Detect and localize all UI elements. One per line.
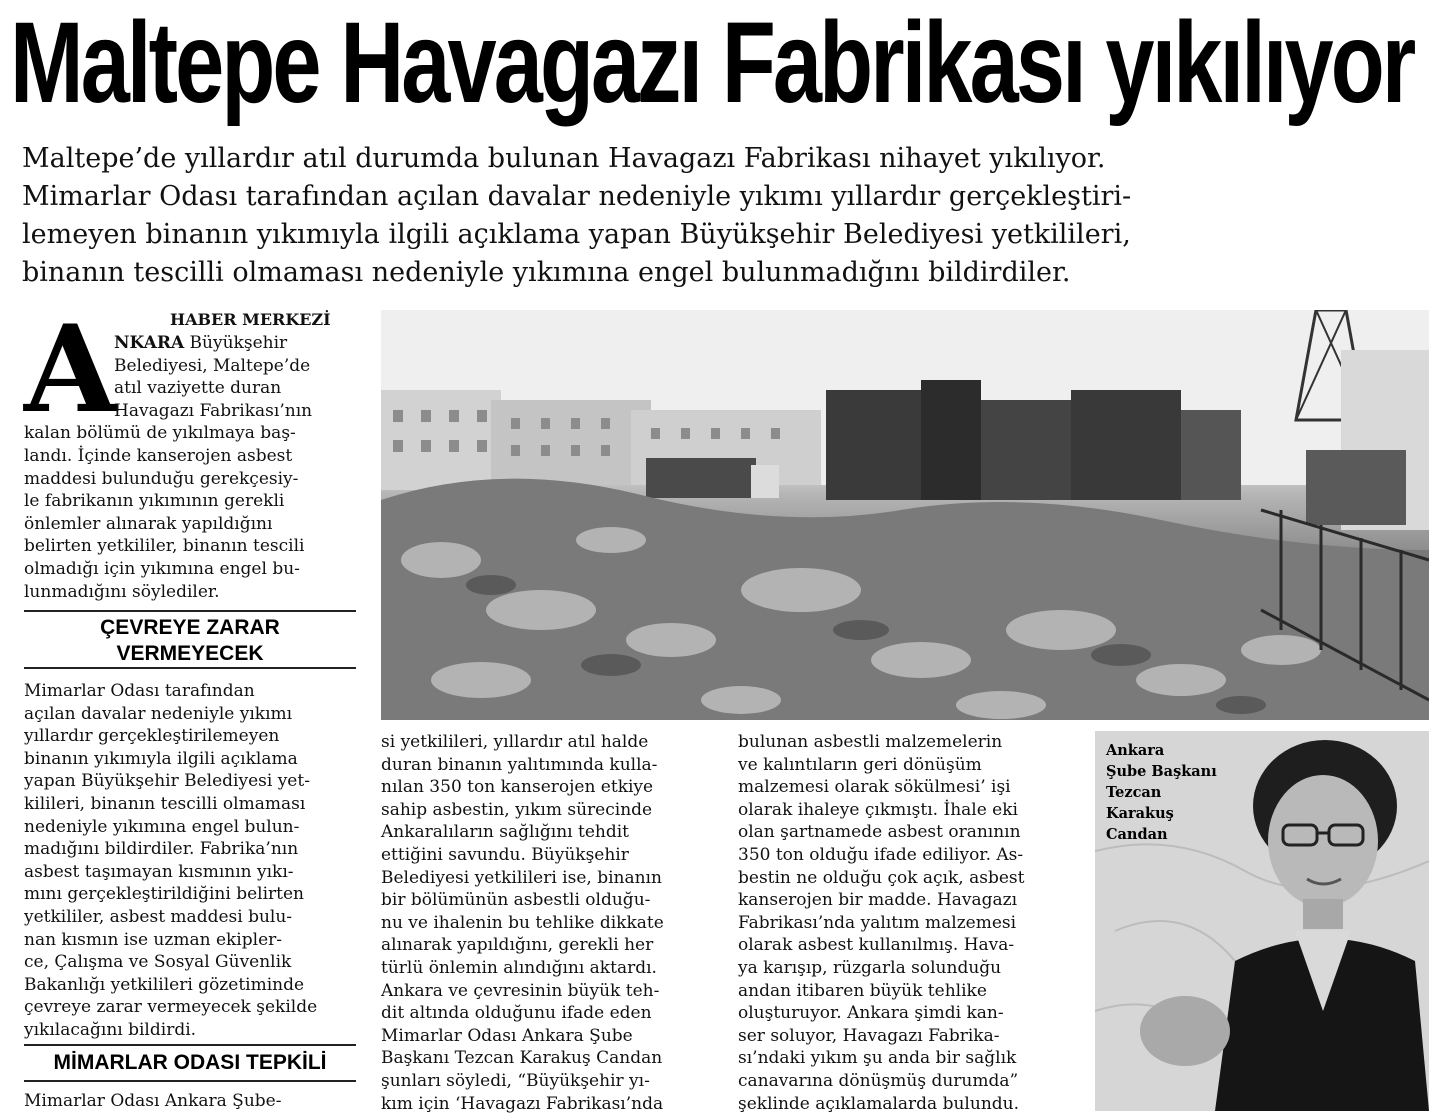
section1-line: açılan davalar nedeniyle yıkımı — [24, 703, 293, 724]
section-divider — [24, 667, 356, 669]
intro-line: Havagazı Fabrikası’nın — [114, 400, 313, 421]
intro-paragraph — [24, 332, 356, 603]
intro-line: olmadığı için yıkımına engel bu- — [24, 558, 300, 579]
headline-text: Maltepe Havagazı Fabrikası yıkılıyor — [10, 0, 1414, 127]
column-line: alınarak yapıldığını, gerekli her — [381, 935, 654, 956]
column-line: malzemesi olarak sökülmesi’ işi — [738, 777, 1011, 798]
intro-line: önlemler alınarak yapıldığını — [24, 513, 273, 534]
column-line: nu ve ihalenin bu tehlike dikkate — [381, 912, 664, 933]
caption-line: Candan — [1106, 826, 1168, 843]
caption-line: Ankara — [1106, 742, 1165, 759]
intro-line: landı. İçinde kanserojen asbest — [24, 445, 293, 466]
column-line: Ankara ve çevresinin büyük teh- — [381, 980, 660, 1001]
column-line: bestin ne olduğu çok açık, asbest — [738, 867, 1025, 888]
lead-line: binanın tescilli olmaması nedeniyle yıkımına engel bulunmadığını bildirdiler. — [22, 257, 1071, 288]
column-line: kım için ‘Havagazı Fabrikası’nda — [381, 1093, 664, 1114]
column-line: Mimarlar Odası Ankara Şube — [381, 1025, 633, 1046]
column-line: Ankaralıların sağlığını tehdit — [381, 822, 630, 843]
photo-caption — [1106, 740, 1256, 845]
column-line: ya karışıp, rüzgarla solunduğu — [738, 957, 1002, 978]
column-line: si yetkilileri, yıllardır atıl halde — [381, 732, 649, 752]
column-line: olan şartnamede asbest oranının — [738, 822, 1021, 843]
column-line: olarak asbest kullanılmış. Hava- — [738, 935, 1015, 956]
section2-paragraph — [24, 1090, 356, 1113]
demolition-photo — [381, 310, 1429, 720]
section1-line: asbest taşımayan kısmının yıkı- — [24, 861, 294, 882]
intro-line: kalan bölümü de yıkılmaya baş- — [24, 423, 296, 444]
drop-cap: A — [24, 299, 118, 440]
section1-line: yıkılacağını bildirdi. — [24, 1019, 197, 1040]
column-line: Başkanı Tezcan Karakuş Candan — [381, 1048, 663, 1069]
section2-line: Mimarlar Odası Ankara Şube- — [24, 1091, 282, 1111]
section1-line: yıllardır gerçekleştirilemeyen — [24, 726, 280, 747]
section1-line: madığını bildirdiler. Fabrika’nın — [24, 839, 299, 860]
column-line: olarak ihaleye çıkmıştı. İhale eki — [738, 799, 1018, 820]
section1-line: Bakanlığı yetkilileri gözetiminde — [24, 974, 305, 995]
column-line: Belediyesi yetkilileri ise, binanın — [381, 867, 662, 888]
section1-line: binanın yıkımıyla ilgili açıklama — [24, 748, 298, 769]
section-divider — [24, 1080, 356, 1082]
column-line: Fabrikası’nda yalıtım malzemesi — [738, 912, 1017, 933]
lead-line: lemeyen binanın yıkımıyla ilgili açıklama yapan Büyükşehir Belediyesi yetkilileri, — [22, 219, 1131, 250]
section1-line: ce, Çalışma ve Sosyal Güvenlik — [24, 952, 292, 973]
subhead-line: VERMEYECEK — [116, 642, 264, 665]
intro-line: NKARA Büyükşehir — [114, 333, 288, 353]
section1-line: yetkililer, asbest maddesi bulu- — [24, 906, 293, 927]
subhead-mimarlar-odasi: MİMARLAR ODASI TEPKİLİ — [53, 1051, 327, 1074]
intro-line: atıl vaziyette duran — [114, 378, 282, 399]
intro-line: lunmadığını söylediler. — [24, 581, 220, 602]
section-divider — [24, 610, 356, 612]
section1-line: kilileri, binanın tescilli olmaması — [24, 793, 306, 814]
column-line: şunları söyledi, “Büyükşehir yı- — [381, 1070, 650, 1091]
column-line: sahip asbestin, yıkım sürecinde — [381, 799, 653, 820]
column-line: şeklinde açıklamalarda bulundu. — [738, 1093, 1019, 1114]
column-line: 350 ton olduğu ifade ediliyor. As- — [738, 844, 1024, 865]
column-line: nılan 350 ton kanserojen etkiye — [381, 777, 654, 798]
intro-line: Belediyesi, Maltepe’de — [114, 355, 311, 376]
section1-line: çevreye zarar vermeyecek şekilde — [24, 997, 318, 1018]
section1-paragraph — [24, 680, 356, 1042]
section1-line: nan kısmın ise uzman ekipler- — [24, 929, 282, 950]
column-line: bulunan asbestli malzemelerin — [738, 732, 1003, 752]
section1-line: Mimarlar Odası tarafından — [24, 681, 255, 701]
column-line: andan itibaren büyük tehlike — [738, 980, 987, 1001]
intro-city: NKARA — [114, 333, 185, 353]
column-2 — [381, 731, 721, 1115]
section1-line: mını gerçekleştirildiğini belirten — [24, 884, 305, 905]
section-divider — [24, 1044, 356, 1046]
subhead-line: ÇEVREYE ZARAR — [100, 616, 280, 639]
section1-line: yapan Büyükşehir Belediyesi yet- — [24, 771, 310, 792]
column-line: kanserojen bir madde. Havagazı — [738, 890, 1018, 911]
lead-line: Maltepe’de yıllardır atıl durumda bulunan Havagazı Fabrikası nihayet yıkılıyor. — [22, 143, 1106, 174]
column-line: dit altında olduğunu ifade eden — [381, 1003, 652, 1024]
caption-line: Tezcan — [1106, 784, 1162, 801]
column-line: bir bölümünün asbestli olduğu- — [381, 890, 651, 911]
column-line: duran binanın yalıtımında kulla- — [381, 754, 658, 775]
intro-line: belirten yetkililer, binanın tescili — [24, 536, 305, 557]
column-line: ve kalıntıların geri dönüşüm — [738, 754, 982, 775]
section1-line: nedeniyle yıkımına engel bulun- — [24, 816, 300, 837]
column-line: ettiğini savundu. Büyükşehir — [381, 844, 629, 865]
column-line: sı’ndaki yıkım şu anda bir sağlık — [738, 1048, 1017, 1069]
column-line: türlü önlemin alındığını aktardı. — [381, 957, 657, 978]
column-line: oluşturuyor. Ankara şimdi kan- — [738, 1003, 1004, 1024]
subhead-cevreye-zarar — [24, 615, 356, 667]
column-line: canavarına dönüşmüş durumda” — [738, 1070, 1019, 1091]
lead-paragraph — [22, 140, 1442, 292]
byline: HABER MERKEZİ — [170, 310, 331, 329]
demolition-photo-illustration — [381, 310, 1429, 720]
headline — [10, 0, 1414, 127]
lead-line: Mimarlar Odası tarafından açılan davalar nedeniyle yıkımı yıllardır gerçekleştiri- — [22, 181, 1132, 212]
caption-line: Şube Başkanı — [1106, 763, 1217, 780]
column-3 — [738, 731, 1078, 1115]
column-line: ser soluyor, Havagazı Fabrika- — [738, 1025, 1000, 1046]
intro-line: le fabrikanın yıkımının gerekli — [24, 491, 285, 512]
caption-line: Karakuş — [1106, 805, 1174, 822]
intro-line: maddesi bulunduğu gerekçesiy- — [24, 468, 299, 489]
